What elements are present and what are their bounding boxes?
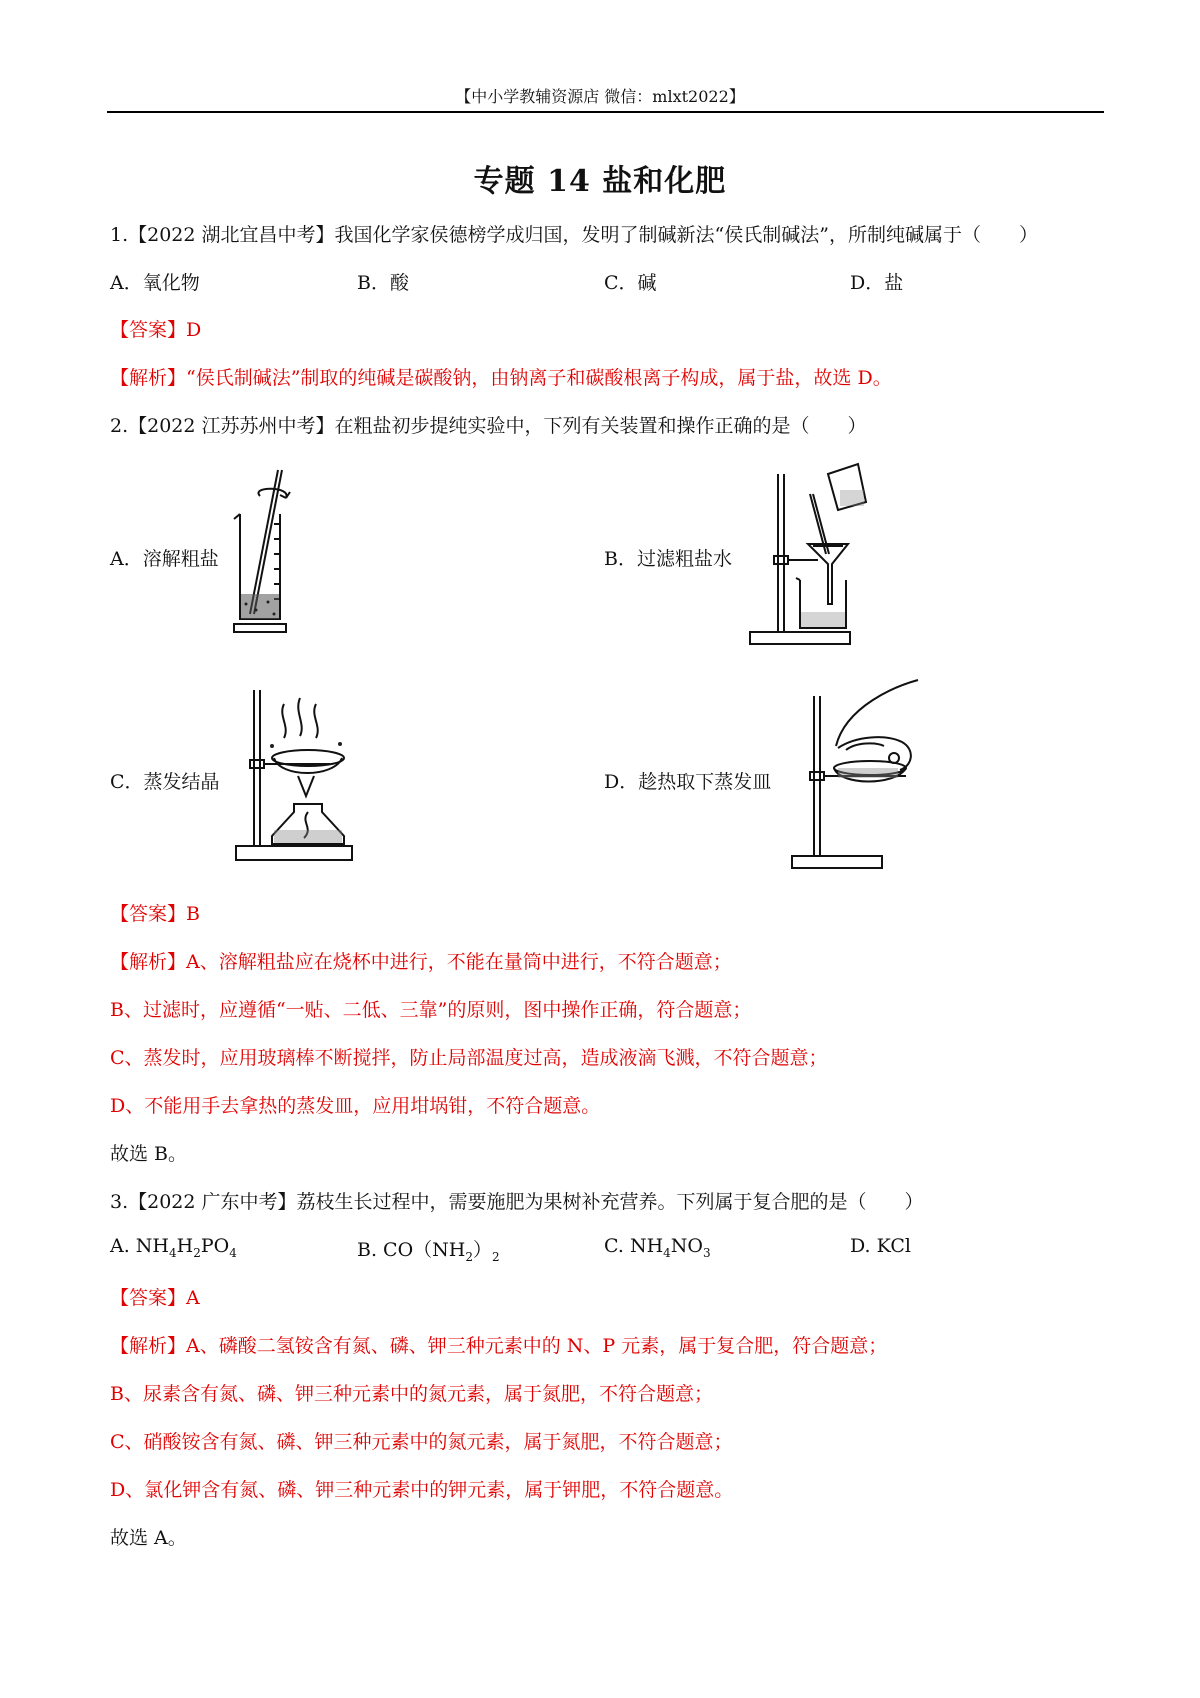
- q3-option-b: B. $CO(NH_2)_2$: [357, 1239, 500, 1264]
- q2-stem: 2.【2022 江苏苏州中考】在粗盐初步提纯实验中，下列有关装置和操作正确的是（ ）: [110, 415, 867, 437]
- q3-answer: 【答案】A: [110, 1287, 200, 1309]
- figure-evaporation: [234, 686, 364, 866]
- q1-option-a: A．氧化物: [110, 272, 200, 294]
- q3-analysis-a: 【解析】A、磷酸二氢铵含有氮、磷、钾三种元素中的 N、P 元素，属于复合肥，符合题意；: [110, 1335, 888, 1357]
- q1-answer: 【答案】D: [110, 319, 202, 341]
- q3-analysis-b: B、尿素含有氮、磷、钾三种元素中的氮元素，属于氮肥，不符合题意；: [110, 1383, 713, 1405]
- figure-remove-evaporating-dish: [776, 676, 926, 876]
- page-title: 专题 14 盐和化肥: [473, 164, 727, 199]
- q3-option-c: C. $NH_4NO_3$: [604, 1235, 711, 1260]
- q2-option-a: A．溶解粗盐: [110, 548, 219, 570]
- q3-option-d: D. KCl: [850, 1235, 911, 1257]
- q2-option-b: B．过滤粗盐水: [604, 548, 732, 570]
- q2-option-c: C．蒸发结晶: [110, 771, 220, 793]
- q2-answer: 【答案】B: [110, 903, 200, 925]
- figure-dissolve-in-cylinder: [230, 464, 300, 640]
- q1-option-d: D．盐: [850, 272, 904, 294]
- q3-option-a: A. $NH_4H_2PO_4$: [110, 1235, 237, 1260]
- page-header: 【中小学教辅资源店 微信：mlxt2022】: [455, 87, 745, 106]
- q1-stem: 1.【2022 湖北宜昌中考】我国化学家侯德榜学成归国，发明了制碱新法“侯氏制碱法”，所制纯碱属于（ ）: [110, 224, 1038, 246]
- q2-analysis-c: C、蒸发时，应用玻璃棒不断搅拌，防止局部温度过高，造成液滴飞溅，不符合题意；: [110, 1047, 828, 1069]
- q3-conclusion: 故选 A。: [110, 1527, 187, 1549]
- q2-option-d: D．趁热取下蒸发皿: [604, 771, 772, 793]
- q2-analysis-b: B、过滤时，应遵循“一贴、二低、三靠”的原则，图中操作正确，符合题意；: [110, 999, 752, 1021]
- q1-option-c: C．碱: [604, 272, 657, 294]
- q2-analysis-a: 【解析】A、溶解粗盐应在烧杯中进行，不能在量筒中进行，不符合题意；: [110, 951, 732, 973]
- q1-option-b: B．酸: [357, 272, 409, 294]
- q2-conclusion: 故选 B。: [110, 1143, 188, 1165]
- q3-stem: 3.【2022 广东中考】荔枝生长过程中，需要施肥为果树补充营养。下列属于复合肥的是（ ）: [110, 1191, 924, 1213]
- header-divider: [107, 111, 1104, 113]
- q3-analysis-d: D、氯化钾含有氮、磷、钾三种元素中的钾元素，属于钾肥，不符合题意。: [110, 1479, 734, 1501]
- q2-analysis-d: D、不能用手去拿热的蒸发皿，应用坩埚钳，不符合题意。: [110, 1095, 601, 1117]
- q1-analysis: 【解析】“侯氏制碱法”制取的纯碱是碳酸钠，由钠离子和碳酸根离子构成，属于盐，故选 D。: [110, 367, 892, 389]
- q3-analysis-c: C、硝酸铵含有氮、磷、钾三种元素中的氮元素，属于氮肥，不符合题意；: [110, 1431, 733, 1453]
- figure-filtration: [748, 454, 868, 650]
